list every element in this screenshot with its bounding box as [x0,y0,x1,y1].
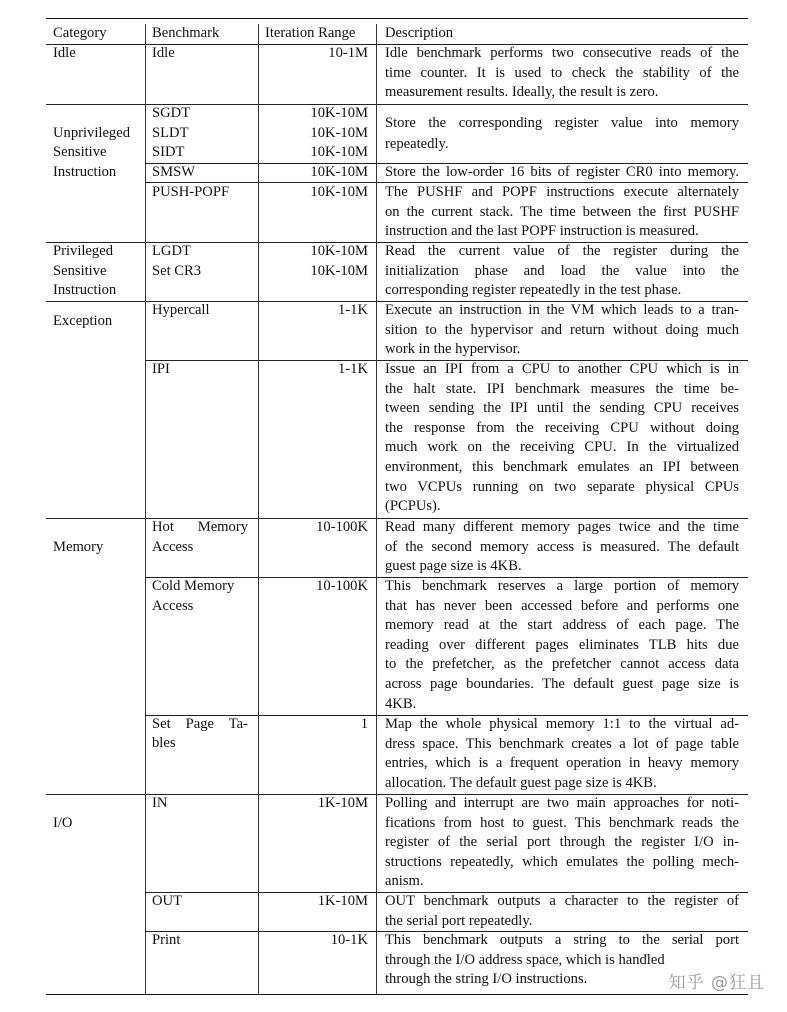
category-privileged: Sensitive [53,263,107,279]
description-cell [385,794,739,892]
description-cell [385,360,739,517]
benchmark-name: SLDT [152,125,189,141]
iteration-range: 10-1K [330,932,368,948]
description-line: Map the whole physical memory 1:1 to the virtual ad- [385,716,739,732]
description-line: Polling and interrupt are two main approaches for noti- [385,795,739,811]
description-line: that has never been accessed before and performs one [385,597,739,614]
iteration-range: 10K-10M [310,144,368,160]
bottom-rule [46,994,748,995]
iteration-range: 1K-10M [317,795,368,811]
description-cell [385,242,739,301]
description-line: measurement results. Ideally, the result is zero. [385,84,659,101]
description-cell [385,301,739,360]
benchmark-name: SIDT [152,144,185,160]
description-line: register of the serial port through the register I/O in- [385,834,739,851]
description-line: Execute an instruction in the VM which leads to a tran- [385,302,739,318]
category-exception: Exception [53,313,113,329]
description-line: Read many different memory pages twice and the time [385,519,739,535]
header-category: Category [53,25,107,41]
iteration-range: 10K-10M [310,243,368,259]
description-cell [385,163,739,183]
description-line: time counter. It is used to check the stability of the [385,64,739,81]
description-line: through the string I/O instructions. [385,971,588,988]
watermark: 知乎 @狂且 [668,973,765,993]
description-line: dress space. This benchmark creates a lot of page table [385,735,739,752]
description-line: across page boundaries. The default guest page size is [385,675,739,692]
column-rule [145,24,146,994]
description-line: Issue an IPI from a CPU to another CPU which is in [385,361,739,377]
description-line: guest page size is 4KB. [385,558,522,575]
benchmark-name: PUSH-POPF [152,184,230,200]
benchmark-name: OUT [152,893,182,909]
description-line: work in the hypervisor. [385,341,521,358]
benchmark-name: Set Page Ta- [152,716,248,732]
description-line: reading over different pages eliminates TLB hits due [385,636,739,653]
description-line: sition to the hypervisor and return without doing much [385,321,739,338]
description-cell [385,518,739,577]
description-line: corresponding register repeatedly in the test phase. [385,282,682,299]
description-line: of the second memory access is measured. The default [385,538,739,555]
description-line: This benchmark outputs a string to the serial port [385,932,739,948]
iteration-range: 10K-10M [310,263,368,279]
benchmark-name: Hot Memory [152,519,248,535]
description-cell [385,114,739,154]
benchmark-name: Cold Memory [152,578,235,594]
category-unprivileged: Instruction [53,164,117,180]
description-cell [385,715,739,793]
iteration-range: 1K-10M [317,893,368,909]
description-line: through the I/O address space, which is handled [385,951,665,968]
column-rule [376,24,377,994]
description-line: (PCPUs). [385,498,441,515]
description-line: Idle benchmark performs two consecutive reads of the [385,45,739,61]
iteration-range: 1 [360,716,368,732]
description-line: anism. [385,873,424,890]
header-benchmark: Benchmark [152,25,220,41]
description-line: tween sending the IPI until the sending CPU receives [385,400,739,417]
iteration-range: 10-100K [316,519,368,535]
description-line: environment, this benchmark emulates an IPI between [385,458,739,475]
iteration-range: 10K-10M [310,125,368,141]
category-memory: Memory [53,539,104,555]
iteration-range: 1-1K [338,361,368,377]
description-line: allocation. The default guest page size is 4KB. [385,774,657,791]
benchmark-name: SGDT [152,105,191,121]
benchmark-name: Access [152,598,194,614]
category-unprivileged: Sensitive [53,144,107,160]
description-line: 4KB. [385,695,417,712]
benchmark-name: Idle [152,45,175,61]
description-line: the serial port repeatedly. [385,912,533,929]
description-line: repeatedly. [385,135,449,152]
description-cell [385,577,739,714]
benchmark-name: bles [152,735,176,751]
iteration-range: 10K-10M [310,164,368,180]
description-line: to the prefetcher, as the prefetcher cannot access data [385,656,739,673]
category-privileged: Privileged [53,243,113,259]
description-line: the response from the receiving CPU without doing [385,419,739,436]
iteration-range: 10K-10M [310,184,368,200]
description-line: Read the current value of the register during the [385,243,739,259]
benchmark-name: IPI [152,361,170,377]
description-line: two VCPUs running on two separate physical CPUs [385,478,739,495]
iteration-range: 10-100K [316,578,368,594]
benchmark-name: LGDT [152,243,191,259]
iteration-range: 1-1K [338,302,368,318]
description-line: The PUSHF and POPF instructions execute alternately [385,184,739,200]
description-line: on the current stack. The time between the first PUSHF [385,203,739,220]
benchmark-name: Access [152,539,194,555]
description-cell [385,44,739,103]
header-description: Description [385,25,454,41]
header-iteration-range: Iteration Range [265,25,356,41]
description-line: instruction and the last POPF instruction is measured. [385,223,699,240]
description-line: fications from host to guest. This benchmark reads the [385,814,739,831]
description-line: Store the corresponding register value into memory [385,115,739,131]
description-cell [385,183,739,242]
column-rule [258,24,259,994]
description-line: This benchmark reserves a large portion of memory [385,578,739,594]
description-line: the halt state. IPI benchmark measures the time be- [385,380,739,397]
category-privileged: Instruction [53,282,117,298]
benchmark-name: Hypercall [152,302,210,318]
iteration-range: 10-1M [328,45,368,61]
description-line: OUT benchmark outputs a character to the register of [385,893,739,909]
category-io: I/O [53,815,73,831]
benchmark-name: Set CR3 [152,263,202,279]
benchmark-name: Print [152,932,181,948]
iteration-range: 10K-10M [310,105,368,121]
benchmark-name: IN [152,795,168,811]
top-rule [46,18,748,19]
description-line: initialization phase and load the value into the [385,262,739,279]
category-unprivileged: Unprivileged [53,125,131,141]
category-idle: Idle [53,45,76,61]
description-line: structions repeatedly, which emulates the polling mech- [385,853,739,870]
description-line: entries, which is a frequent operation in heavy memory [385,755,739,772]
description-cell [385,892,739,931]
description-line: much work on the receiving CPU. In the virtualized [385,439,739,456]
description-line: Store the low-order 16 bits of register CR0 into memory. [385,164,739,180]
description-line: memory read at the start address of each page. The [385,617,739,634]
benchmark-name: SMSW [152,164,195,180]
